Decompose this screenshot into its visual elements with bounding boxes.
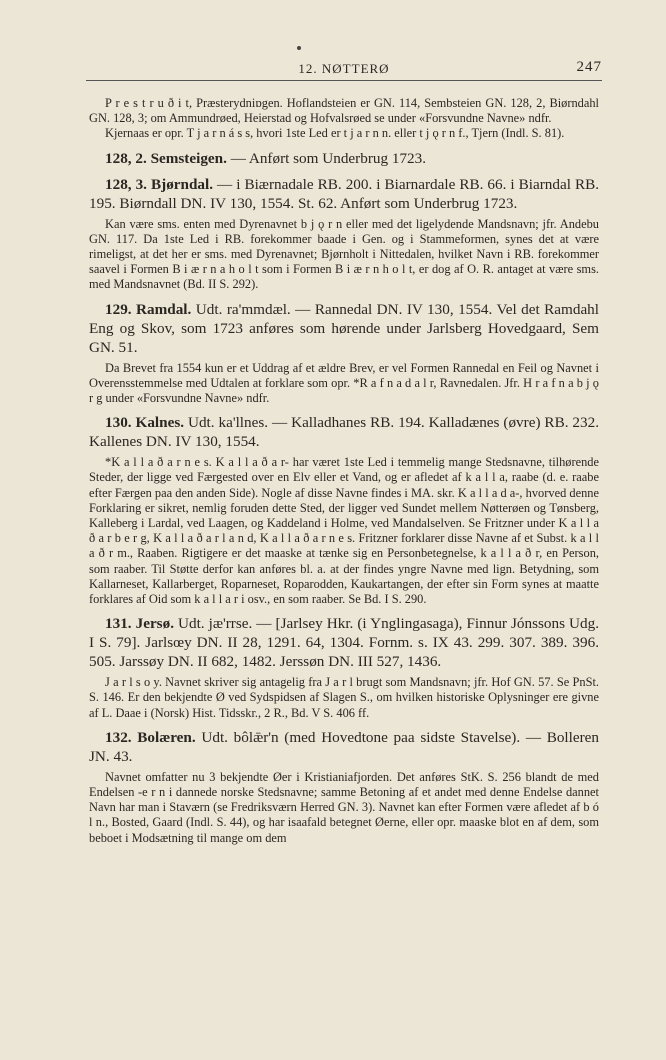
entry-number: 129. bbox=[105, 300, 132, 318]
paragraph-text: Udt. jæ'rrse. — [Jarlsey Hkr. (i Ynglingasaga), Finnur Jónssons Udg. I S. 79]. Jarlsœy DN. II 28, 1291. 64, 1304. Fornm. s. IX 43. 299. 307. 389. 396. 505. Jarssøy DN. II 682, 1482. Jerssøn DN. III 527, 1436. bbox=[89, 615, 600, 671]
commentary-paragraph bbox=[89, 96, 599, 126]
entry-headword: Semsteigen. bbox=[150, 149, 227, 167]
entry-headword: Jersø. bbox=[135, 615, 174, 633]
paragraph-text: Udt. bôlǣr'n (med Hovedtone paa sidste Stavelse). — Bolleren JN. 43. bbox=[89, 728, 600, 765]
commentary-paragraph bbox=[89, 455, 599, 607]
paragraph-text: J a r l s o y. Navnet skriver sig antagelig fra J a r l brugt som Mandsnavn; jfr. Hof GN. 57. Se PnSt. S. 146. Er den bekjendte Ø ved Sydspidsen af Slagen S., om hvilken historiske Oplysninger ere givne af L. Daae i (Norsk) Hist. Tidsskr., 2 R., Bd. V S. 406 ff. bbox=[89, 675, 599, 720]
paragraph-text: Kjernaas er opr. T j a r n á s s, hvori 1ste Led er t j a r n n. eller t j ǫ r n f., Tjern (Indl. S. 81). bbox=[105, 126, 565, 141]
commentary-paragraph bbox=[89, 675, 599, 721]
entry-number: 128, 3. bbox=[105, 175, 147, 193]
printer-dot bbox=[297, 46, 301, 50]
entry-paragraph bbox=[89, 728, 599, 766]
paragraph-text: Da Brevet fra 1554 kun er et Uddrag af et ældre Brev, er vel Formen Rannedal en Feil og Navnet i Overensstemmelse med Udtalen at forklare som opr. *R a f n a d a l r, Ravnedalen. Jfr. H r a f n a b j ǫ r g under «Forsvundne Navne» ndfr. bbox=[89, 360, 599, 406]
entry-number: 130. bbox=[105, 414, 132, 432]
entry-number: 132. bbox=[105, 728, 132, 746]
paragraph-text: Kan være sms. enten med Dyrenavnet b j ǫ r n eller med det ligelydende Mandsnavn; jfr. Andebu GN. 117. Da 1ste Led i RB. forekommer baade i Gen. og i Stammeformen, synes det at være rimeligst, at det her er sms. med Dyrenavnet; Bjørnholt i Nittedalen, hvilket Navn i RB. forekommer saavel i Formen B i æ r n a h o l t som i Formen B i æ r n h o l t, er dog af O. R. antaget at være sms. med Mandsnavnet (Bd. II S. 292). bbox=[89, 216, 599, 292]
paragraph-text: — Anført som Underbrug 1723. bbox=[226, 149, 427, 167]
commentary-paragraph bbox=[89, 217, 599, 293]
commentary-paragraph bbox=[89, 361, 599, 407]
paragraph-text: Udt. ra'mmdæl. — Rannedal DN. IV 130, 1554. Vel det Ramdahl Eng og Skov, som 1723 anføres som hørende under Jarlsberg Hovedgaard, Sem GN. 51. bbox=[89, 300, 599, 356]
entry-paragraph bbox=[89, 149, 599, 168]
entry-number: 128, 2. bbox=[105, 149, 147, 167]
entry-headword: Bjørndal. bbox=[151, 175, 214, 193]
entry-paragraph bbox=[89, 413, 599, 451]
commentary-paragraph bbox=[89, 770, 599, 846]
running-head bbox=[86, 58, 602, 82]
entry-headword: Kalnes. bbox=[135, 414, 185, 432]
header-rule bbox=[86, 80, 602, 81]
entry-paragraph bbox=[89, 300, 599, 357]
page-body bbox=[89, 96, 599, 846]
chapter-title: 12. NØTTERØ bbox=[298, 61, 390, 76]
paragraph-text: Navnet omfatter nu 3 bekjendte Øer i Kristianiafjorden. Det anføres StK. S. 256 blandt de med Endelsen -e r n i dannede norske Stedsnavne; samme Betoning af et andet med denne Endelse dannet Navn har man i Staværn (se Fredriksværn Herred GN. 3). Navnet kan efter Formen være afledet af b ó l n., Bosted, Gaard (Indl. S. 44), og har isaafald betegnet Øerne, eller opr. maaske blot en af dem, som beboet i Modsætning til mange om dem bbox=[89, 769, 599, 845]
entry-headword: Ramdal. bbox=[136, 300, 192, 318]
entry-number: 131. bbox=[105, 615, 132, 633]
paragraph-text: P r e s t r u ð i t, Præsterydniɒgen. Hoflandsteien er GN. 114, Sembsteien GN. 128, 2, Biørndahl GN. 128, 3; om Ammundrøed, Heierstad og Hofvalsrøed se under «Forsvundne Navne» ndfr. bbox=[89, 96, 599, 126]
entry-paragraph bbox=[89, 175, 599, 213]
entry-paragraph bbox=[89, 614, 599, 671]
commentary-paragraph bbox=[89, 126, 599, 141]
paragraph-text: — i Biærnadale RB. 200. i Biarnardale RB. 66. i Biarndal RB. 195. Biørndall DN. IV 130, 1554. St. 62. Anført som Underbrug 1723. bbox=[89, 175, 600, 212]
paragraph-text: *K a l l a ð a r n e s. K a l l a ð a r- har været 1ste Led i temmelig mange Stedsnavne, tilhørende Steder, der ligge ved Færgested over en Elv eller et Vand, og er afledet af k a l l a, raabe (d. e. raabe efter Færgen paa den anden Side). Nogle af disse Navne findes i MA. skr. K a l l a d a-, hvorved denne Forklaring er sikret, nemlig foruden dette Sted, der ligger ved Sundet mellem Nøtterøen og Tønsberg, Kalleberg i Lardal, ved Laagen, og Kaddeland i Holme, ved Mandalselven. Se Fritzner under K a l l a ð a r b e r g, K a l l a ð a r l a n d, K a l l a ð a r n e s. Fritzner forklarer disse Navne af et Subst. k a l l a ð r m., Raaben. Rigtigere er det maaske at tænke sig en Personbetegnelse, k a l l a ð r, en Person, som raaber. Til Støtte derfor kan anføres bl. a. at der findes yngre Navne med lign. Betydning, som Kallarneset, Kallarberget, Roparneset, Roparodden, Kaukartangen, der efter sin Form synes at maatte forklares af Oid som k a l l a r i osv., en som raaber. Se Bd. I S. 290. bbox=[89, 455, 599, 607]
entry-headword: Bolæren. bbox=[137, 728, 196, 746]
paragraph-text: Udt. ka'llnes. — Kalladhanes RB. 194. Kalladænes (øvre) RB. 232. Kallenes DN. IV 130, 1554. bbox=[89, 414, 600, 451]
page-number: 247 bbox=[576, 59, 602, 75]
